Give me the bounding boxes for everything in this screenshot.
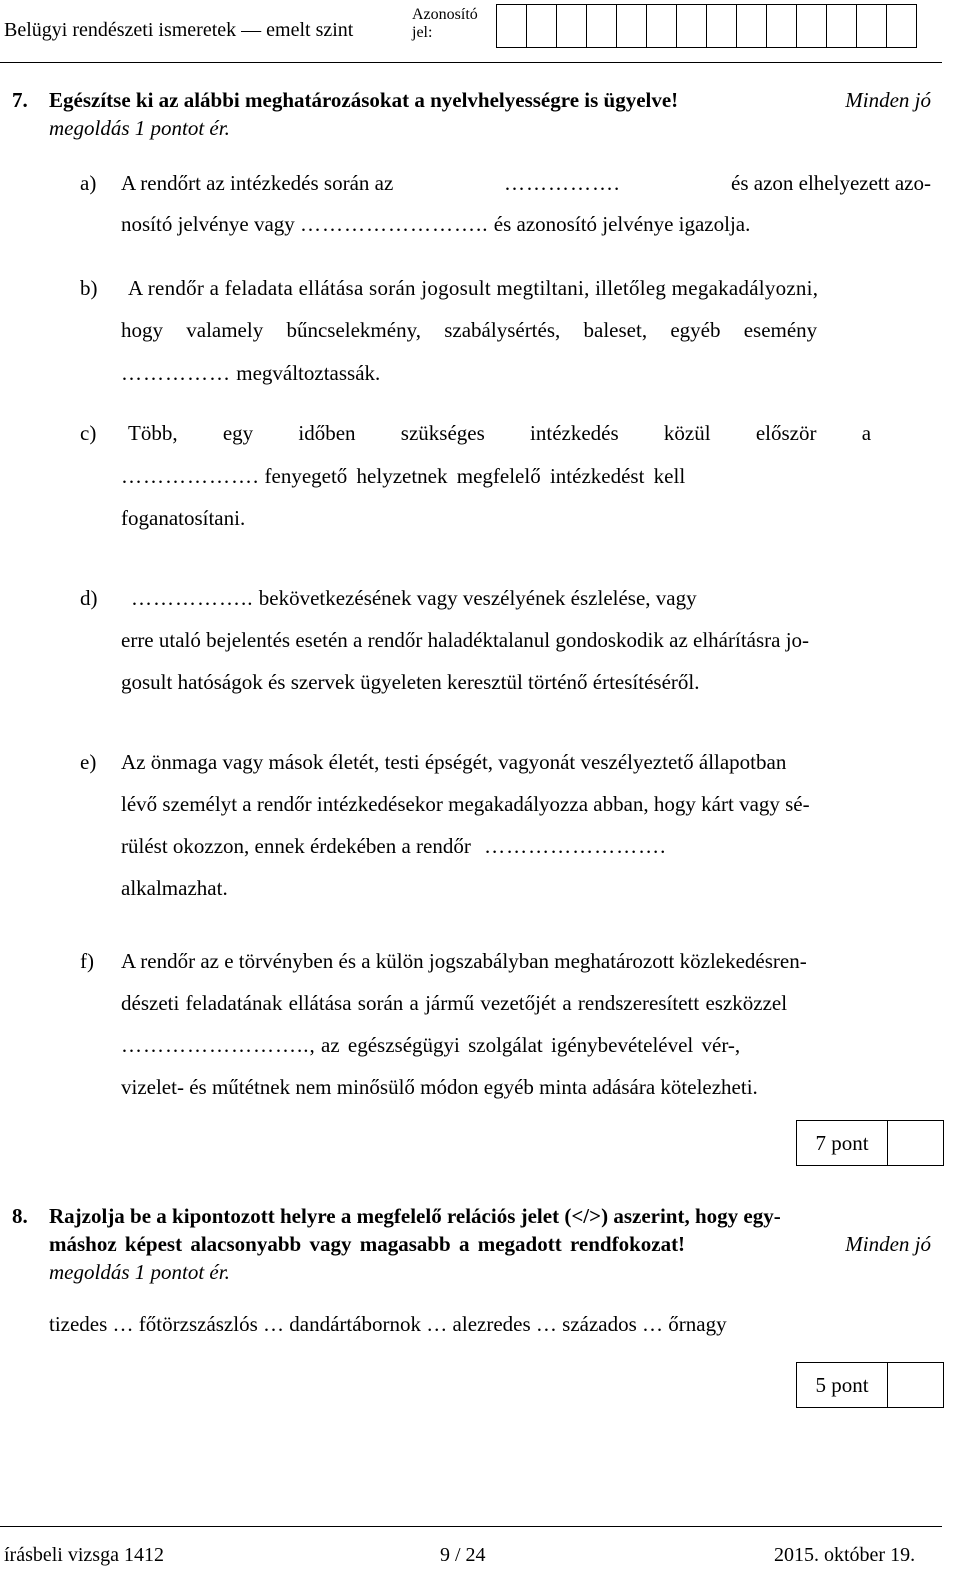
q7c-line1: Több, egy időben szükséges intézkedés közül először a: [128, 421, 872, 445]
q7f-line1: A rendőr az e törvényben és a külön jogszabályban meghatározott közlekedésren-: [121, 949, 807, 973]
q7e-label: e): [80, 750, 97, 774]
id-box[interactable]: [736, 4, 767, 48]
blank-dots[interactable]: ……………….: [121, 464, 260, 488]
blank-dots[interactable]: ……………: [121, 361, 231, 385]
q8-instruction-bold-2: máshoz képest alacsonyabb vagy magasabb a megadott rendfokozat!: [49, 1232, 686, 1256]
azonosito-label: Azonosító jel:: [412, 6, 478, 41]
footer-divider: [0, 1526, 942, 1527]
q7f-label: f): [80, 949, 94, 973]
q7d-label: d): [80, 586, 98, 610]
id-box[interactable]: [886, 4, 917, 48]
q8-instruction-bold-1: Rajzolja be a kipontozott helyre a megfelelő relációs jelet (</>) aszerint, hogy egy-: [49, 1204, 781, 1228]
id-box[interactable]: [856, 4, 887, 48]
id-box[interactable]: [676, 4, 707, 48]
id-box[interactable]: [616, 4, 647, 48]
q7e-line3: rülést okozzon, ennek érdekében a rendőr …………………….: [121, 834, 667, 858]
q7c-line2: ………………. fenyegető helyzetnek megfelelő intézkedést kell: [121, 464, 686, 488]
q7-number: 7.: [12, 88, 28, 112]
footer-page-number: 9 / 24: [440, 1544, 486, 1566]
q7c-line3: foganatosítani.: [121, 506, 246, 530]
q7b-line3: …………… megváltoztassák.: [121, 361, 381, 385]
blank-dots[interactable]: …………………….: [484, 834, 667, 858]
q7f-line4: vizelet- és műtétnek nem minősülő módon egyéb minta adására kötelezheti.: [121, 1075, 758, 1099]
id-box[interactable]: [826, 4, 857, 48]
footer-date: 2015. október 19.: [774, 1544, 916, 1566]
q7f-line2: dészeti feladatának ellátása során a jármű vezetőjét a rendszeresített eszközzel: [121, 991, 788, 1015]
q8-instruction-line2: [49, 1232, 931, 1257]
q7d-line3: gosult hatóságok és szervek ügyeleten keresztül történő értesítéséről.: [121, 670, 700, 694]
id-box[interactable]: [586, 4, 617, 48]
id-box[interactable]: [796, 4, 827, 48]
id-box[interactable]: [766, 4, 797, 48]
q7-score-cell[interactable]: [888, 1121, 943, 1165]
q8-score-label: 5 pont: [797, 1363, 888, 1407]
q7-instruction: [49, 88, 931, 113]
q8-score-box: [796, 1362, 944, 1408]
blank-dots[interactable]: ……………..: [131, 586, 254, 610]
q8-score-cell[interactable]: [888, 1363, 943, 1407]
blank-dots[interactable]: ……………………..,: [121, 1033, 316, 1057]
id-box[interactable]: [706, 4, 737, 48]
header-title: Belügyi rendészeti ismeretek — emelt szint: [4, 19, 354, 41]
header-divider: [0, 62, 942, 63]
q7b-line1: A rendőr a feladata ellátása során jogosult megtiltani, illetőleg megakadályozni,: [128, 276, 819, 300]
q7-instruction-bold: Egészítse ki az alábbi meghatározásokat a nyelvhelyességre is ügyelve!: [49, 88, 679, 112]
q8-number: 8.: [12, 1204, 28, 1228]
q7e-line2: lévő személyt a rendőr intézkedésekor megakadályozza abban, hogy kárt vagy sé-: [121, 792, 810, 816]
q7e-line1: Az önmaga vagy mások életét, testi épségét, vagyonát veszélyeztető állapotban: [121, 750, 787, 774]
q7d-line2: erre utaló bejelentés esetén a rendőr haladéktalanul gondoskodik az elhárításra jo-: [121, 628, 810, 652]
q7c-label: c): [80, 421, 97, 445]
q7a-label: a): [80, 171, 97, 195]
q7a-line1: A rendőrt az intézkedés során az ……………. és azon elhelyezett azo-: [121, 171, 931, 195]
q8-ranks-line[interactable]: tizedes … főtörzszászlós … dandártábornok … alezredes … százados … őrnagy: [49, 1312, 727, 1336]
q7b-line2: hogy valamely bűncselekmény, szabálysértés, baleset, egyéb esemény: [121, 318, 818, 342]
id-box[interactable]: [646, 4, 677, 48]
q8-instruction-italic: Minden jó: [845, 1232, 931, 1256]
q7-instruction-italic-2: megoldás 1 pontot ér.: [49, 116, 230, 140]
id-box[interactable]: [526, 4, 557, 48]
id-code-boxes[interactable]: [497, 4, 917, 48]
q7a-line2: nosító jelvénye vagy …………………….. és azonosító jelvénye igazolja.: [121, 212, 751, 236]
footer-exam-code: írásbeli vizsga 1412: [4, 1544, 164, 1566]
q7f-line3: …………………….., az egészségügyi szolgálat igénybevételével vér-,: [121, 1033, 741, 1057]
id-box[interactable]: [496, 4, 527, 48]
q7-score-label: 7 pont: [797, 1121, 888, 1165]
q7e-line4: alkalmazhat.: [121, 876, 228, 900]
q7b-label: b): [80, 276, 98, 300]
blank-dots[interactable]: …………….: [504, 171, 621, 195]
q8-instruction-italic-2: megoldás 1 pontot ér.: [49, 1260, 230, 1284]
blank-dots[interactable]: ……………………..: [300, 212, 489, 236]
q7-instruction-italic: Minden jó: [845, 88, 931, 112]
q7-score-box: [796, 1120, 944, 1166]
id-box[interactable]: [556, 4, 587, 48]
q7d-line1: …………….. bekövetkezésének vagy veszélyének észlelése, vagy: [131, 586, 697, 610]
